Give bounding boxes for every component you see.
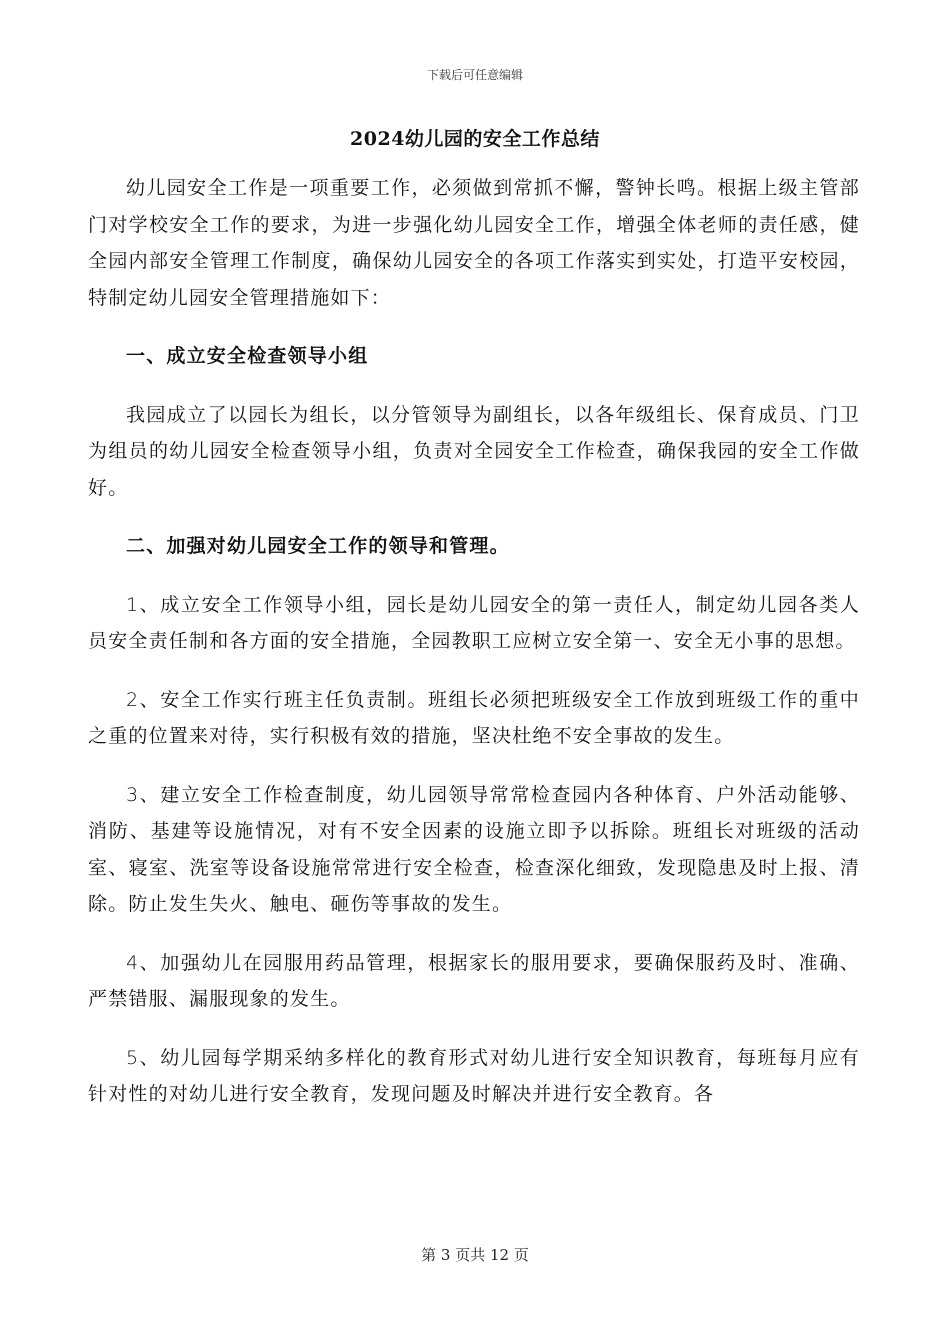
page-number: 第 3 页共 12 页: [421, 1246, 529, 1264]
section-1-paragraph: 我园成立了以园长为组长，以分管领导为副组长，以各年级组长、保育成员、门卫为组员的幼儿园安全检查领导小组，负责对全园安全工作检查，确保我园的安全工作做好。: [88, 403, 860, 499]
list-item-3: 3、建立安全工作检查制度，幼儿园领导常常检查园内各种体育、户外活动能够、消防、基建等设施情况，对有不安全因素的设施立即予以拆除。班组长对班级的活动室、寝室、洗室等设备设施常常进行安全检查，检查深化细致，发现隐患及时上报、清除。防止发生失火、触电、砸伤等事故的发生。: [88, 783, 860, 915]
intro-paragraph: 幼儿园安全工作是一项重要工作，必须做到常抓不懈，警钟长鸣。根据上级主管部门对学校安全工作的要求，为进一步强化幼儿园安全工作，增强全体老师的责任感，健全园内部安全管理工作制度，确保幼儿园安全的各项工作落实到实处，打造平安校园，特制定幼儿园安全管理措施如下：: [88, 177, 860, 309]
document-title: 2024幼儿园的安全工作总结: [350, 128, 600, 150]
list-item-2: 2、安全工作实行班主任负责制。班组长必须把班级安全工作放到班级工作的重中之重的位置来对待，实行积极有效的措施，坚决杜绝不安全事故的发生。: [88, 688, 860, 747]
list-item-1: 1、成立安全工作领导小组，园长是幼儿园安全的第一责任人，制定幼儿园各类人员安全责任制和各方面的安全措施，全园教职工应树立安全第一、安全无小事的思想。: [88, 593, 860, 652]
document-body: [88, 170, 860, 1113]
list-item-4: 4、加强幼儿在园服用药品管理，根据家长的服用要求，要确保服药及时、准确、严禁错服、漏服现象的发生。: [88, 951, 860, 1010]
list-item-5: 5、幼儿园每学期采纳多样化的教育形式对幼儿进行安全知识教育，每班每月应有针对性的对幼儿进行安全教育，发现问题及时解决并进行安全教育。各: [88, 1046, 860, 1105]
page-header: 下载后可任意编辑: [426, 68, 523, 82]
section-heading-2: 二、加强对幼儿园安全工作的领导和管理。: [126, 535, 510, 557]
section-heading-1: 一、成立安全检查领导小组: [126, 345, 369, 367]
